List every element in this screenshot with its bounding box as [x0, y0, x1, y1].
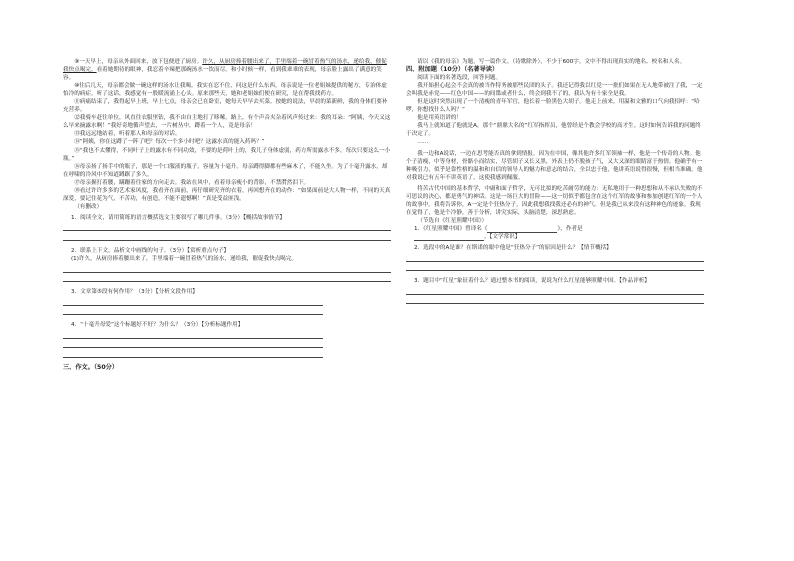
left-column: [63, 58, 391, 372]
paragraph-17: ⑰母亲握打着腰，蹒跚着往家的方向走去。我站在风中，看着母亲瘦小的背影，不禁潸然泪下。: [74, 179, 310, 186]
answer-line[interactable]: [63, 348, 323, 358]
essay-prompt: 请以《我的母亲》为题，写一篇作文。（诗歌除外），不少于600字。文中不得出现真实的地名、校名和人名。: [417, 59, 686, 65]
paragraph-15: ⑮“我也不太懂得，不同叶子上的露水有不同功效，不要的是荷叶上的，我儿子身体虚弱，药方所需露水不多，每次只要这么一小瓶。”: [63, 147, 391, 162]
excerpt-ellipsis: ……: [417, 139, 429, 146]
source-note: （有删改）: [74, 203, 103, 210]
question-3: 3．文章第⑤段有何作用？（3分）【分析文段作用】: [71, 289, 198, 296]
question-extra-3: 3．题目中“红星”象征着什么？通过整本书的阅读，说说为什么红星能够照耀中国。【作品评析】: [414, 278, 650, 285]
paragraph-12: ⑫我骑车赶往单位，风直往衣服里钻，我不由自主地打了哆嗦。路上，有个声音夹杂着风声传过来：我的耳朵：“阿姨，今天又这么早来摘露水啊！”我好奇地循声望去，一片树丛中，蹲着一个人，竟是母亲！: [63, 115, 391, 130]
question-2-quote: (1)许久，从厨房捧着腰出来了，手里端着一碗冒着热气的汤水，递给我，催促我快点喝完。: [71, 255, 298, 262]
answer-line[interactable]: [63, 273, 391, 283]
paragraph-18: ⑱看过许许多多的艺术家风度，我看齐在面前，再仔细研究齐的衣着，再回想齐在的动作：“如果面前是大人物一样，不同的天真深爱，要记住花为气，不苦功，有创造，不能不遗憾啊！”真是受益匪浅。: [63, 187, 391, 202]
answer-line[interactable]: [406, 252, 704, 262]
reading-intro: 阅读下面的名著选段，回答问题。: [417, 75, 502, 82]
answer-line[interactable]: [63, 222, 391, 232]
excerpt-paragraph-6: 将苦古代中国的基本哲学，中庸和面子哲学，无可比拟的吃苦耐劳的能力：无私地用于一种思想和从不承认失败的不可思议的决心，都是勇气的神话。这是一场巨大的冒险——这一切似乎都包含在这个红军的故事和参加创建红军的一个人的故事中。我将告诉你，A一定是个狂热分子，因此我想我找我还必有的神气。但是我已从来没有这种神色的迹象。我现在觉得了，他是个冷静，善于分析，讲究实际，头脑清楚，深思熟虑。: [406, 185, 703, 216]
excerpt-paragraph-1: 我开始担心起会不会真的被当作特务被那些民团的头子。我还记得我以红党一一批们如果在无人地带被注了我，一定会叫我是赤党——红色中国——的间谍或者什么，终会到我不了的，我认为有十家全是我。: [406, 83, 703, 98]
excerpt-paragraph-3: 他是用英语讲的！: [417, 115, 462, 122]
excerpt-paragraph-2: 但是这时突然出现了一个清瘦的青年军官，他长着一脸黑色大胡子。他走上前来，用温和文雅的口气向我招呼：“哈啰，你想找什么人吗？”: [406, 99, 700, 114]
paragraph-11: ⑪病痛结束了，我得起早上班，早上七点，母亲会已在卧室，她每天早早去买菜。按她的说法，早晨的菜新鲜，我的身体们要补充营养。: [63, 99, 388, 114]
paragraph-16: ⑯母亲扬了扬手中的瓶子，那是一个口服液的瓶子，容量为十毫升。母亲蹲得脚都有些麻木了，不能久坐。为了十毫升露水，却在呼啸的冷风中不知道蹲踞了多久。: [63, 163, 388, 178]
question-extra-1-line: 。【文学常识】: [406, 233, 704, 241]
answer-line[interactable]: [63, 306, 323, 316]
question-extra-1: 1．《红星照耀中国》曾译名《 》，作者是: [414, 225, 583, 232]
underlined-sentence: 许久，从厨房捧着腰出来了，手里端着一碗冒着热气的汤水，递给我，催促我快点喝完。: [63, 59, 387, 74]
excerpt-paragraph-4: 我马上就知道了他就是A，那个“鼎鼎大名的”红军指挥员，他曾经是个教会学校的高才生。这时如何告诉我的问题终于决定了。: [406, 123, 701, 138]
paragraph-14: ⑭“阿姨，你在这蹲了一阵了吧？每次一个多小时吧？这露水真的能入药吗？”: [74, 139, 265, 146]
answer-line[interactable]: [406, 295, 704, 305]
paragraph-13: ⑬我远远地站着，听着那人和母亲的对话。: [74, 131, 181, 138]
question-extra-2: 2．选段中的A是谁？在斯诺的眼中他是“狂热分子”的原因是什么？【情节概括】: [414, 245, 612, 252]
question-1: 1．阅读全文，请用简练的语言概括选文主要叙写了哪几件事。（3分）【概括故事情节】: [71, 214, 286, 221]
question-2: 2．联系上下文，品析文中画线的句子。（3分）【赏析重点句子】: [71, 247, 230, 254]
right-column: [406, 58, 704, 304]
answer-line[interactable]: [63, 339, 323, 349]
answer-line[interactable]: [63, 296, 323, 306]
question-4: 4．“十毫升母爱”这个标题好不好？为什么？（3分）【分析标题作用】: [71, 322, 244, 329]
answer-line[interactable]: [63, 263, 391, 273]
answer-line[interactable]: [63, 231, 391, 241]
paragraph-9: ⑨一天早上，母亲从外面回来，放下包便进了厨房。许久，从厨房捧着腰出来了，手里端着一碗冒着热气的汤水，递给我，催促我快点喝完。看着她期待的眼神，我忍着辛辣把那碗汤水一饮而尽。和小时候一样，看到我乖乖的表现，母亲脸上露出了满意的笑容。: [63, 59, 387, 82]
answer-line[interactable]: [406, 262, 704, 272]
section-composition-title: 三、作文。（50分）: [63, 363, 119, 371]
answer-line[interactable]: [406, 285, 704, 295]
excerpt-source: （节选自《红星照耀中国》）: [417, 217, 488, 224]
paragraph-10: ⑩往后几天，母亲都会做一碗这样的汤水让我喝。我实在忍不住，问这是什么东西。母亲说是一位老姐妹提供的秘方，专治体虚怕冷的病症。听了这话，我感觉有一股暖流涌上心头。原来那些天，她和老姐妹们便在研究，是在帮我找药方。: [63, 83, 387, 98]
excerpt-paragraph-5: 我一边和A说话，一边在思考能否真的拿到情报。因为在中国，像其他许多红军领袖一样，他是一个传奇的人物。他个子清瘦，中等身材，骨骼小而结实，尽管胡子又长又黑，外表上仍不脱孩子气，又大又深的眼睛富于热情。他确乎有一种吸引力，似乎是靠性格的温和和自信的领导人的魅力和意志的结合，全以忠于他，他讲英语说得很慢，但相当准确。他对我说已有五年不讲英语了，这使我感到佩服。: [406, 150, 703, 181]
section-extra-title: 四、附加题（10分）（名著导读）: [406, 66, 499, 74]
fill-blank[interactable]: [414, 235, 484, 241]
answer-line[interactable]: [63, 329, 323, 339]
